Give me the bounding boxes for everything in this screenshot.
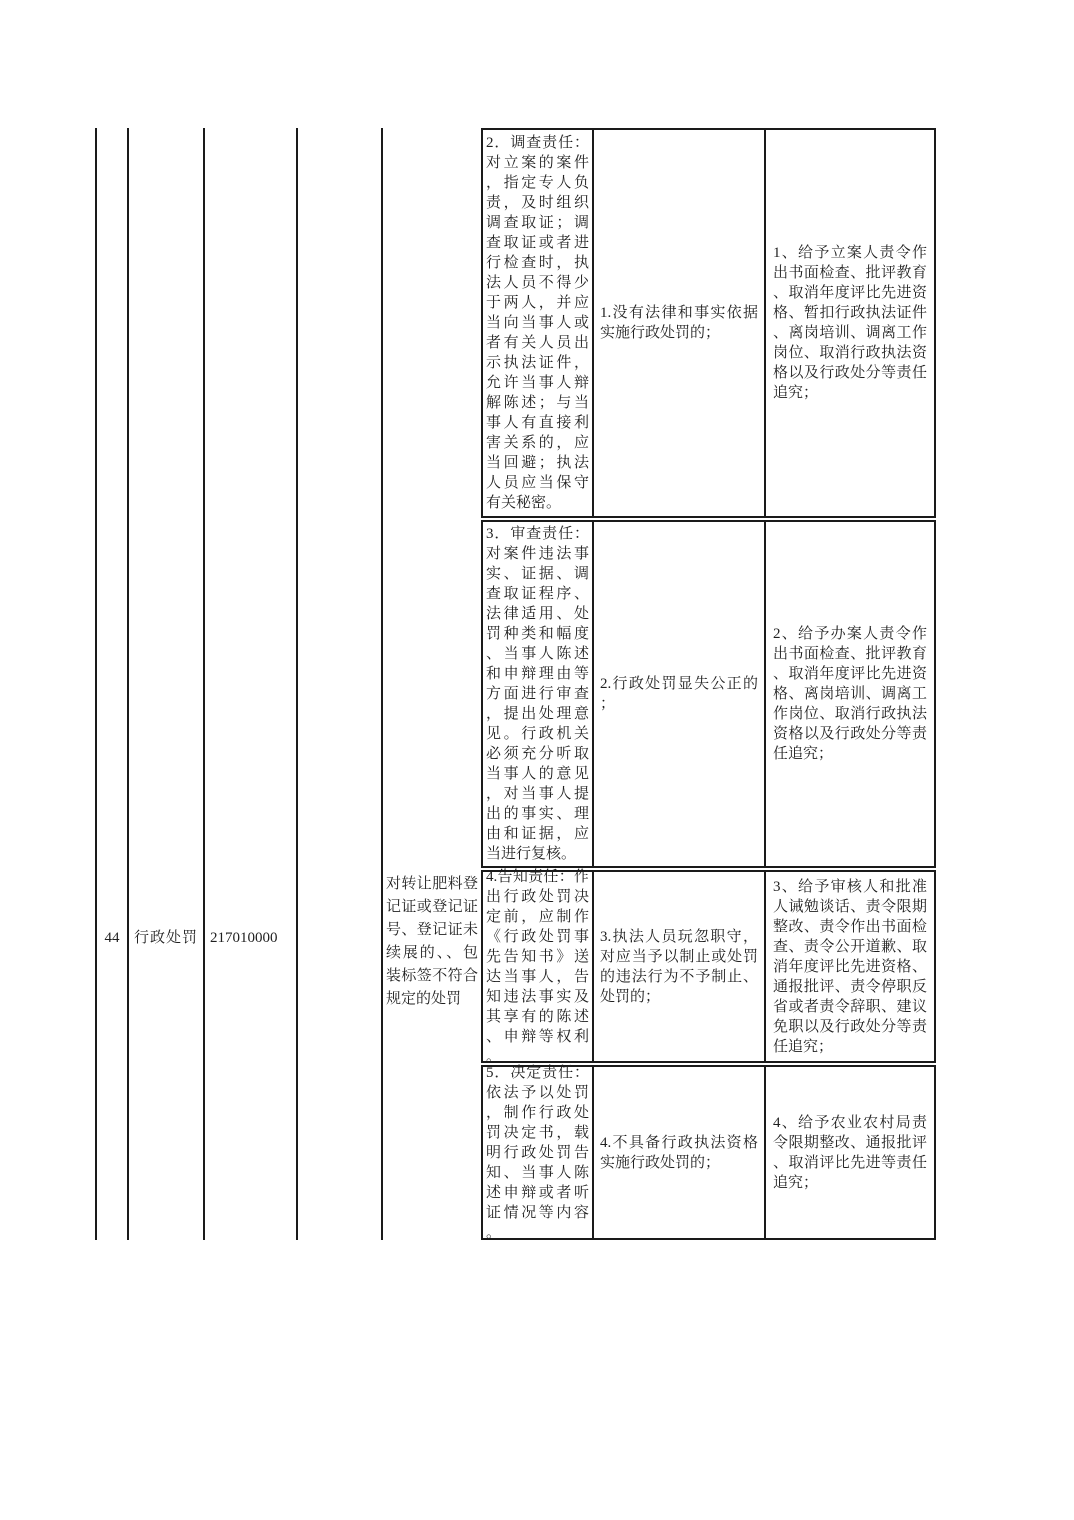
duty-cell [483, 868, 592, 1065]
violation-text: 4.不具备行政执法资格实施行政处罚的； [600, 1134, 758, 1171]
accountability-cell [764, 872, 934, 1061]
accountability-text: 1、给予立案人责令作出书面检查、批评教育、取消年度评比先进资格、暂扣行政执法证件、离岗培训、调离工作岗位、取消行政执法资格以及行政处分等责任追究； [773, 245, 927, 401]
violation-text: 2.行政处罚显失公正的； [600, 676, 758, 712]
duty-cell [483, 1064, 592, 1241]
table-row [481, 520, 936, 868]
accountability-text: 3、给予审核人和批准人诫勉谈话、责令限期整改、责令作出书面检查、责令公开道歉、取消年度评比先进资格、通报批评、责令停职反省或者责令辞职、建议免职以及行政处分等责任追究； [773, 878, 927, 1055]
violation-text: 3.执法人员玩忽职守，对应当予以制止或处罚的违法行为不予制止、处罚的； [600, 928, 758, 1005]
duty-text: 5．决定责任：依法予以处罚，制作行政处罚决定书，载明行政处罚告知、当事人陈述申辩或者听证情况等内容。 [486, 1064, 589, 1241]
entry-code: 217010000 [210, 930, 278, 946]
violation-text: 1.没有法律和事实依据实施行政处罚的； [600, 305, 758, 341]
duty-text: 4.告知责任：作出行政处罚决定前，应制作《行政处罚事先告知书》送达当事人，告知违法事实及其享有的陈述、申辩等权利。 [486, 868, 589, 1065]
entry-item-name: 对转让肥料登记证或登记证号、登记证未续展的、、包装标签不符合规定的处罚 [386, 876, 478, 1007]
accountability-cell [764, 522, 934, 866]
column-rule [381, 128, 383, 1240]
table-row [481, 1065, 936, 1240]
violation-cell [592, 1067, 764, 1238]
column-rule [95, 128, 97, 1240]
responsibility-grid [481, 128, 936, 1242]
duty-cell [483, 522, 592, 866]
table-row [481, 128, 936, 518]
table-row [481, 870, 936, 1063]
accountability-cell [764, 1067, 934, 1238]
entry-category: 行政处罚 [133, 930, 198, 946]
violation-cell [592, 522, 764, 866]
duty-cell [483, 130, 592, 516]
accountability-text: 4、给予农业农村局责令限期整改、通报批评、取消评比先进等责任追究； [773, 1114, 927, 1191]
duty-text: 3．审查责任：对案件违法事实、证据、调查取证程序、法律适用、处罚种类和幅度、当事人陈述和申辩理由等方面进行审查，提出处理意见。行政机关必须充分听取当事人的意见，对当事人提出的事实、理由和证据，应当进行复核。 [486, 526, 589, 862]
violation-cell [592, 130, 764, 516]
accountability-cell [764, 130, 934, 516]
duty-text: 2．调查责任：对立案的案件，指定专人负责，及时组织调查取证；调查取证或者进行检查时，执法人员不得少于两人，并应当向当事人或者有关人员出示执法证件，允许当事人辩解陈述；与当事人有直接利害关系的，应当回避；执法人员应当保守有关秘密。 [486, 135, 589, 511]
entry-sequence-number: 44 [104, 930, 120, 946]
column-rule [296, 128, 298, 1240]
column-rule [127, 128, 129, 1240]
violation-cell [592, 872, 764, 1061]
accountability-text: 2、给予办案人责令作出书面检查、批评教育、取消年度评比先进资格、离岗培训、调离工作岗位、取消行政执法资格以及行政处分等责任追究； [773, 626, 927, 762]
column-rule [203, 128, 205, 1240]
